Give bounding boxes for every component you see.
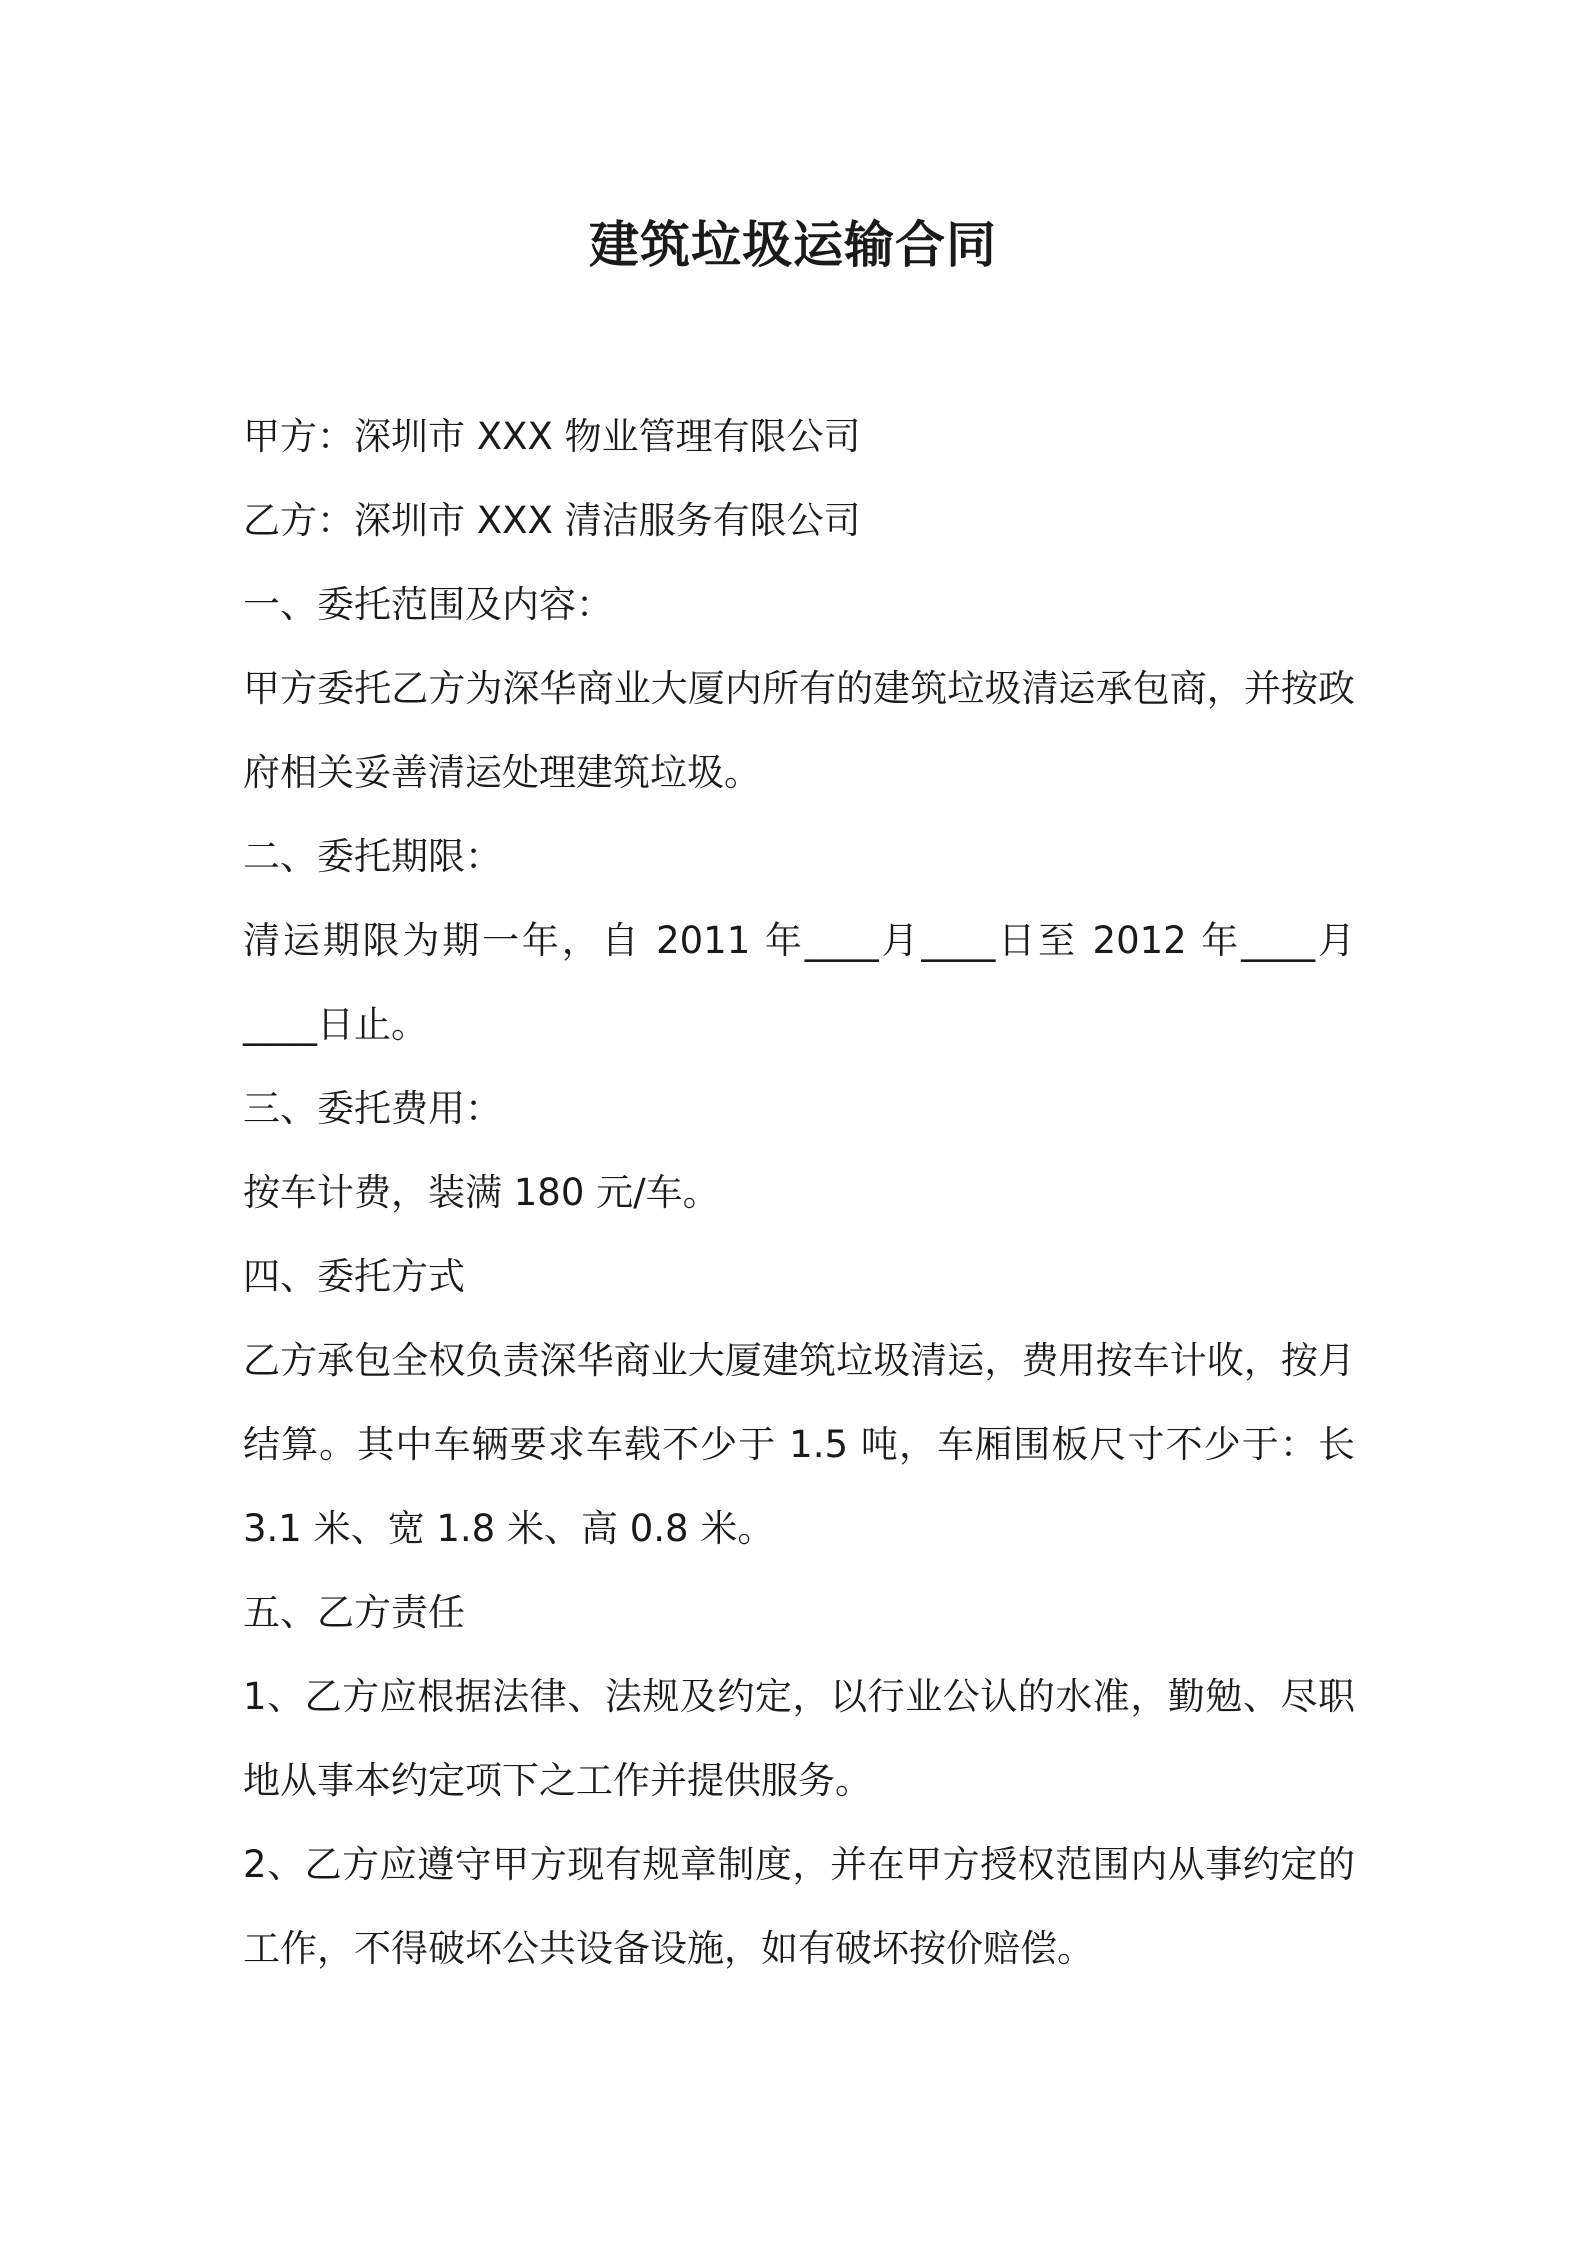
document-title: 建筑垃圾运输合同 — [589, 216, 997, 274]
section-4-heading: 四、委托方式 — [243, 1255, 465, 1298]
section-4-text: 乙方承包全权负责深华商业大厦建筑垃圾清运，费用按车计收，按月结算。其中车辆要求车载不少于 1.5 吨，车厢围板尺寸不少于：长 3.1 米、宽 1.8 米、高 0.8 米。 — [243, 1339, 1355, 1550]
section-5-heading: 五、乙方责任 — [243, 1591, 465, 1634]
section-3-text: 按车计费，装满 180 元/车。 — [243, 1171, 720, 1214]
party-a: 甲方：深圳市 XXX 物业管理有限公司 — [243, 415, 861, 458]
section-5-item-2: 2、乙方应遵守甲方现有规章制度，并在甲方授权范围内从事约定的工作，不得破坏公共设备设施，如有破坏按价赔偿。 — [243, 1843, 1355, 1970]
section-2-text: 清运期限为期一年，自 2011 年____月____日至 2012 年____月____日止。 — [243, 919, 1355, 1046]
section-5-item-1: 1、乙方应根据法律、法规及约定，以行业公认的水准，勤勉、尽职地从事本约定项下之工作并提供服务。 — [243, 1675, 1355, 1802]
section-3-heading: 三、委托费用： — [243, 1087, 502, 1130]
section-1-heading: 一、委托范围及内容： — [243, 583, 613, 626]
section-2-heading: 二、委托期限： — [243, 835, 502, 878]
party-b: 乙方：深圳市 XXX 清洁服务有限公司 — [243, 499, 861, 542]
section-1-text: 甲方委托乙方为深华商业大厦内所有的建筑垃圾清运承包商，并按政府相关妥善清运处理建筑垃圾。 — [243, 667, 1355, 794]
document-body — [243, 395, 1355, 1991]
